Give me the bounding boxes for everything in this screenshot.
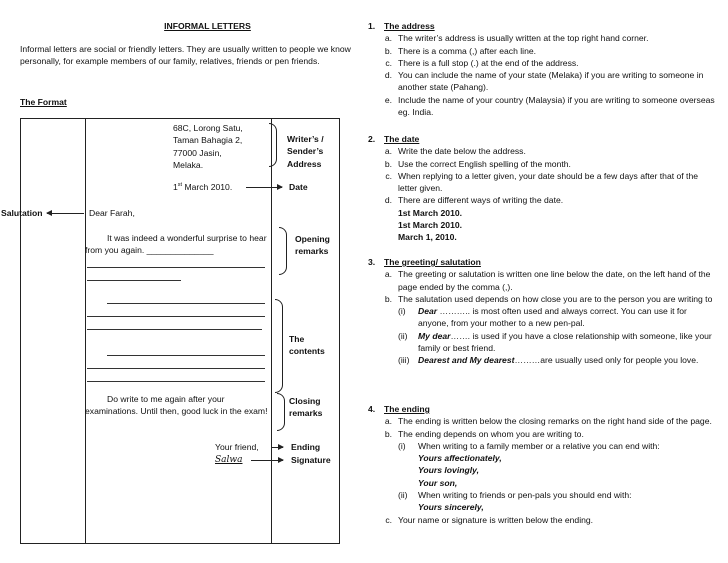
section-date bbox=[368, 133, 718, 244]
section-greeting bbox=[368, 256, 718, 367]
sub-marker: (ii) bbox=[398, 330, 408, 341]
item-text: Use the correct English spelling of the month. bbox=[398, 158, 571, 169]
label-ending: Ending bbox=[291, 442, 321, 452]
left-column bbox=[1, 0, 360, 563]
label-writer-address: Writer’s / Sender’s Address bbox=[287, 134, 324, 169]
address-line: 77000 Jasin, bbox=[173, 147, 222, 158]
date-example: 1st March 2010. bbox=[398, 207, 463, 218]
sub-item bbox=[368, 305, 718, 330]
divider-right bbox=[271, 119, 272, 543]
section-heading bbox=[368, 133, 718, 145]
sub-text: When writing to friends or pen-pals you should end with: bbox=[418, 490, 632, 501]
signature-arrow bbox=[251, 460, 283, 461]
sub-item bbox=[368, 330, 718, 355]
item-marker: a. bbox=[384, 33, 392, 44]
sample-address bbox=[173, 122, 243, 171]
item-text: The ending depends on whom you are writing to. bbox=[398, 428, 584, 439]
item-marker: d. bbox=[384, 70, 392, 81]
date-rest: March 2010. bbox=[184, 182, 233, 192]
list-item bbox=[368, 45, 718, 57]
section-title: The greeting/ salutation bbox=[384, 257, 481, 267]
list-item bbox=[368, 428, 718, 440]
label-date: Date bbox=[289, 182, 308, 192]
list-item bbox=[368, 268, 718, 293]
item-marker: c. bbox=[385, 514, 392, 525]
section-number: 4. bbox=[368, 404, 376, 414]
sample-date bbox=[173, 181, 232, 193]
sample-opening: It was indeed a wonderful surprise to hear from you again. ______________ bbox=[85, 233, 267, 256]
label-closing-remarks: Closing remarks bbox=[289, 396, 323, 419]
item-marker: b. bbox=[384, 293, 392, 304]
item-text: The ending is written below the closing remarks on the right hand side of the page. bbox=[398, 416, 712, 427]
salutation-example: Dear bbox=[418, 306, 438, 317]
list-item bbox=[368, 145, 718, 157]
section-title: The date bbox=[384, 134, 420, 144]
sub-text: When writing to a family member or a relative you can end with: bbox=[418, 440, 660, 451]
date-example: March 1, 2010. bbox=[398, 232, 457, 243]
list-item bbox=[368, 170, 718, 195]
item-text: Your name or signature is written below the ending. bbox=[398, 514, 594, 525]
address-line: Taman Bahagia 2, bbox=[173, 135, 243, 146]
writing-line bbox=[87, 381, 265, 382]
section-number: 2. bbox=[368, 134, 376, 144]
label-contents: The contents bbox=[289, 334, 325, 357]
date-example: 1st March 2010. bbox=[398, 220, 463, 231]
item-text: There is a full stop (.) at the end of the address. bbox=[398, 57, 579, 68]
label-opening-remarks: Opening remarks bbox=[295, 234, 330, 257]
section-heading bbox=[368, 256, 718, 268]
sub-marker: (iii) bbox=[398, 355, 410, 366]
sample-signature: Salwa bbox=[215, 455, 243, 465]
right-column bbox=[368, 0, 718, 563]
sub-marker: (ii) bbox=[398, 490, 408, 501]
address-line: 68C, Lorong Satu, bbox=[173, 123, 243, 133]
section-title: The ending bbox=[384, 404, 430, 414]
item-text: The writer’s address is usually written at the top right hand corner. bbox=[398, 33, 649, 44]
ending-arrow bbox=[271, 447, 283, 448]
item-marker: c. bbox=[385, 170, 392, 181]
list-item bbox=[368, 415, 718, 427]
item-text: There is a comma (,) after each line. bbox=[398, 45, 537, 56]
item-text: Include the name of your country (Malaysia) if you are writing to someone overseas eg. India. bbox=[398, 94, 715, 118]
item-marker: d. bbox=[384, 195, 392, 206]
item-text: The greeting or salutation is written one line below the date, on the left hand of the page ended by the comma (,). bbox=[398, 269, 711, 292]
sub-item bbox=[368, 354, 718, 366]
date-suffix: st bbox=[177, 182, 183, 189]
salutation-arrow bbox=[47, 213, 84, 214]
address-brace bbox=[269, 123, 277, 167]
sub-text: ……. is used if you have a close relationship with someone, like your family or best friend. bbox=[418, 330, 712, 354]
item-marker: b. bbox=[384, 158, 392, 169]
writing-line bbox=[107, 355, 265, 356]
list-item bbox=[368, 57, 718, 69]
item-text: You can include the name of your state (Melaka) if you are writing to someone in another state (Pahang). bbox=[398, 70, 704, 93]
date-day: 1 bbox=[173, 182, 178, 192]
item-marker: a. bbox=[384, 146, 392, 157]
writing-line bbox=[87, 368, 265, 369]
sub-text: ………are usually used only for people you love. bbox=[514, 355, 699, 366]
ending-example: Your son, bbox=[418, 477, 458, 488]
writing-line bbox=[107, 303, 265, 304]
ending-example: Yours affectionately, bbox=[418, 453, 502, 464]
sample-greeting: Dear Farah, bbox=[89, 208, 135, 218]
section-heading bbox=[368, 20, 718, 32]
sub-marker: (i) bbox=[398, 440, 406, 451]
writing-line bbox=[87, 280, 181, 281]
letter-format-diagram bbox=[1, 118, 340, 544]
list-item bbox=[368, 32, 718, 44]
sub-text: ……….. is most often used and always correct. You can use it for anyone, from your mother to a new pen-pal. bbox=[418, 306, 687, 329]
section-number: 1. bbox=[368, 21, 376, 31]
label-salutation: Salutation bbox=[1, 208, 43, 218]
opening-brace bbox=[279, 227, 287, 275]
format-heading: The Format bbox=[20, 97, 67, 107]
divider-left bbox=[85, 119, 86, 543]
writing-line bbox=[87, 267, 265, 268]
writing-line bbox=[87, 316, 265, 317]
ending-example: Yours lovingly, bbox=[418, 465, 479, 476]
salutation-example: My dear bbox=[418, 330, 451, 341]
sub-item bbox=[368, 440, 718, 452]
item-text: Write the date below the address. bbox=[398, 146, 526, 157]
sub-item bbox=[368, 489, 718, 501]
item-marker: a. bbox=[384, 269, 392, 280]
sample-closing: Do write to me again after your examinations. Until then, good luck in the exam! bbox=[85, 394, 268, 417]
date-arrow bbox=[246, 187, 282, 188]
closing-brace bbox=[277, 393, 285, 431]
section-ending bbox=[368, 403, 718, 526]
section-title: The address bbox=[384, 21, 435, 31]
page-title: INFORMAL LETTERS bbox=[164, 21, 251, 31]
sample-ending: Your friend, bbox=[215, 442, 259, 452]
ending-example: Yours sincerely, bbox=[418, 502, 484, 513]
list-item bbox=[368, 514, 718, 526]
list-item bbox=[368, 194, 718, 206]
section-heading bbox=[368, 403, 718, 415]
item-text: There are different ways of writing the date. bbox=[398, 195, 564, 206]
list-item bbox=[368, 69, 718, 94]
address-line: Melaka. bbox=[173, 159, 204, 170]
contents-brace bbox=[275, 299, 283, 393]
item-marker: b. bbox=[384, 428, 392, 439]
salutation-example: Dearest and My dearest bbox=[418, 355, 515, 366]
list-item bbox=[368, 94, 718, 119]
writing-line bbox=[87, 329, 262, 330]
list-item bbox=[368, 158, 718, 170]
label-signature: Signature bbox=[291, 455, 331, 465]
item-marker: b. bbox=[384, 45, 392, 56]
sub-marker: (i) bbox=[398, 306, 406, 317]
section-number: 3. bbox=[368, 257, 376, 267]
list-item bbox=[368, 293, 718, 305]
item-marker: e. bbox=[384, 94, 392, 105]
section-address bbox=[368, 20, 718, 118]
item-text: The salutation used depends on how close you are to the person you are writing to bbox=[398, 293, 713, 304]
intro-paragraph: Informal letters are social or friendly letters. They are usually written to people we know personally, for example members of our family, relatives, friends or pen friends. bbox=[20, 44, 351, 67]
item-marker: a. bbox=[384, 416, 392, 427]
item-marker: c. bbox=[385, 57, 392, 68]
item-text: When replying to a letter given, your date should be a few days after that of the letter given. bbox=[398, 170, 699, 194]
